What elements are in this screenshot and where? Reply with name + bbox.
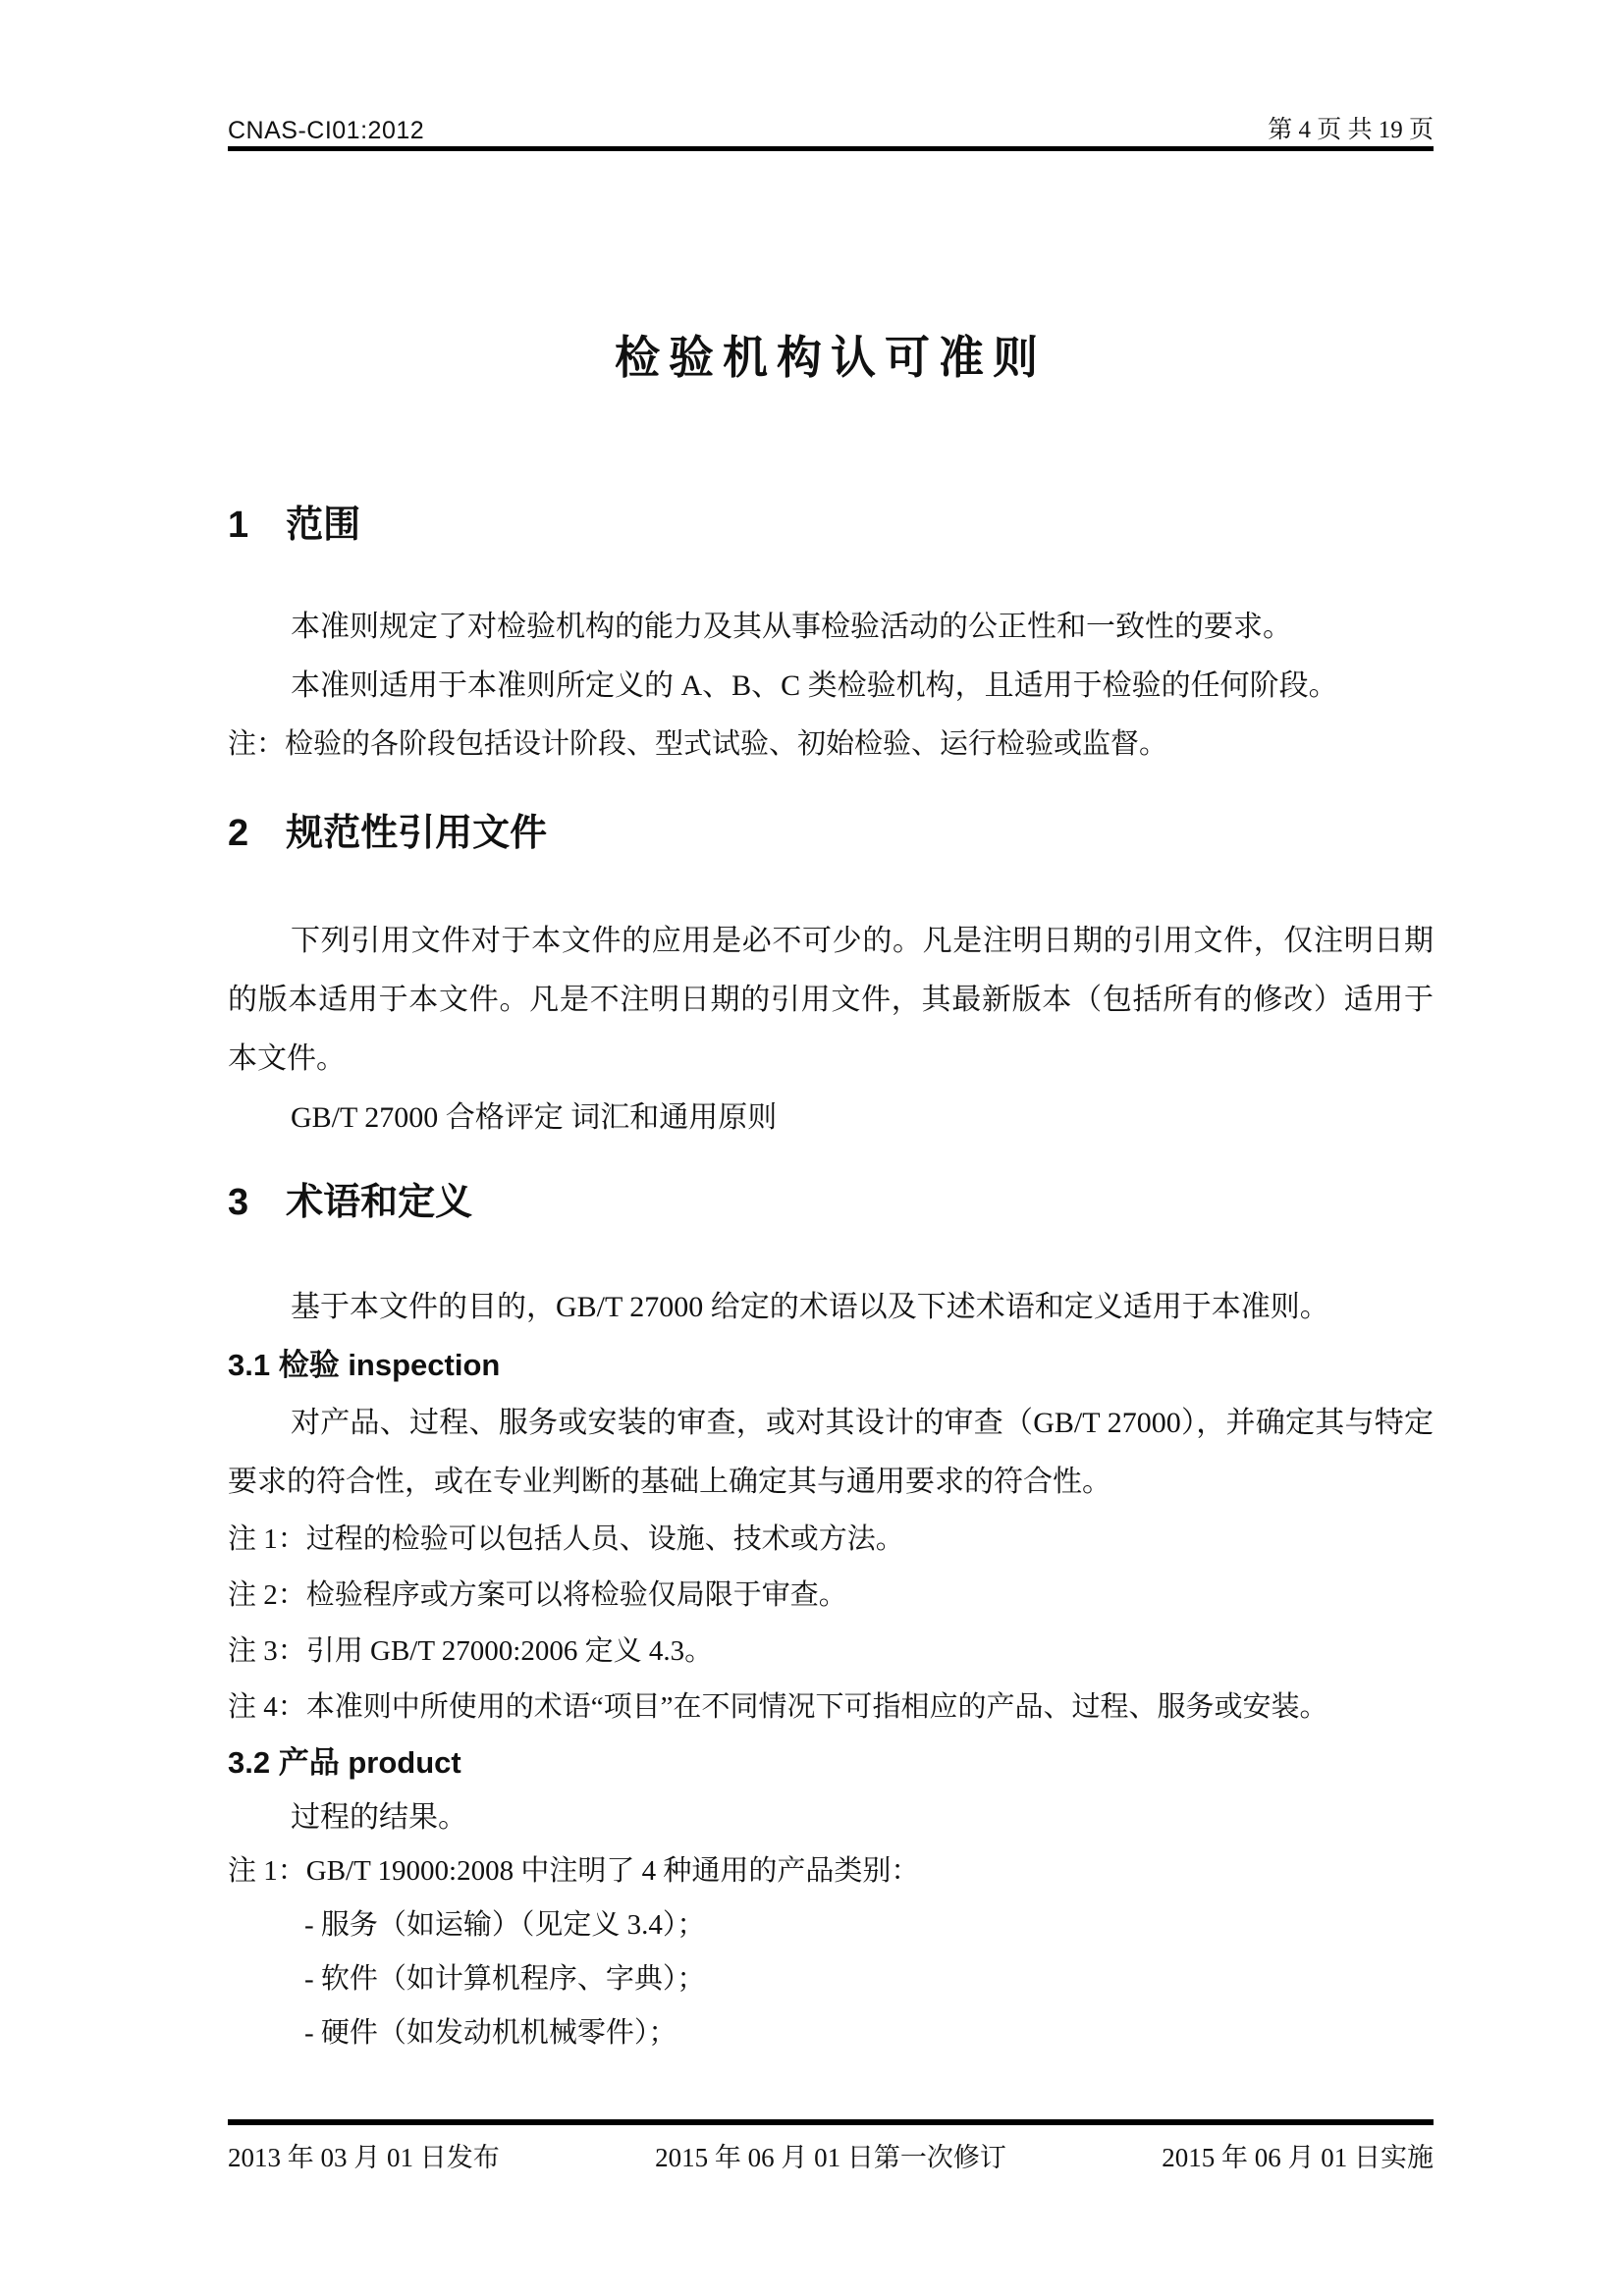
section-1-note: 注：检验的各阶段包括设计阶段、型式试验、初始检验、运行检验或监督。 [228,728,1168,760]
product-category-item-hardware: - 硬件（如发动机机械零件）； [304,2017,677,2049]
footer-rule [228,2119,1434,2125]
page-header [228,110,1434,145]
section-2-title: 规范性引用文件 [286,813,548,854]
term-3-1-definition: 对产品、过程、服务或安装的审查，或对其设计的审查（GB/T 27000），并确定其与特定要求的符合性，或在专业判断的基础上确定其与通用要求的符合性。 [228,1407,1434,1498]
section-1-heading [228,504,1434,547]
term-3-1-note-4: 注 4：本准则中所使用的术语“项目”在不同情况下可指相应的产品、过程、服务或安装。 [228,1691,1328,1723]
section-2-reference: GB/T 27000 合格评定 词汇和通用原则 [291,1101,778,1134]
footer-publish-date: 2013 年 03 月 01 日发布 [228,2143,500,2172]
term-3-2-heading: 3.2 产品 product [228,1745,461,1780]
section-2-heading [228,812,1434,855]
section-3-number: 3 [228,1182,249,1223]
document-title: 检验机构认可准则 [615,332,1047,383]
section-2-paragraph: 下列引用文件对于本文件的应用是必不可少的。凡是注明日期的引用文件，仅注明日期的版本适用于本文件。凡是不注明日期的引用文件，其最新版本（包括所有的修改）适用于本文件。 [228,925,1434,1075]
term-3-1-note-2: 注 2：检验程序或方案可以将检验仅局限于审查。 [228,1579,847,1611]
product-category-item-service: - 服务（如运输）（见定义 3.4）； [304,1909,706,1941]
section-3-heading [228,1181,1434,1224]
section-1-title: 范围 [286,505,361,546]
page-footer [228,2136,1434,2174]
product-category-item-software: - 软件（如计算机程序、字典）； [304,1963,706,1995]
section-1-paragraph-2: 本准则适用于本准则所定义的 A、B、C 类检验机构，且适用于检验的任何阶段。 [291,669,1338,702]
section-3-intro: 基于本文件的目的，GB/T 27000 给定的术语以及下述术语和定义适用于本准则。 [291,1291,1329,1323]
term-3-1-note-1: 注 1：过程的检验可以包括人员、设施、技术或方法。 [228,1523,904,1555]
section-1-number: 1 [228,505,249,546]
footer-implementation-date: 2015 年 06 月 01 日实施 [1162,2143,1434,2172]
header-page-number: 第 4 页 共 19 页 [1268,117,1434,143]
document-body [228,332,1434,2060]
header-rule [228,146,1434,151]
header-doc-code: CNAS-CI01:2012 [228,117,425,144]
term-3-2-definition: 过程的结果。 [291,1801,467,1834]
section-3-title: 术语和定义 [286,1182,473,1223]
footer-revision-date: 2015 年 06 月 01 日第一次修订 [655,2143,1006,2172]
section-1-paragraph-1: 本准则规定了对检验机构的能力及其从事检验活动的公正性和一致性的要求。 [291,611,1292,643]
section-2-number: 2 [228,813,249,854]
term-3-2-note: 注 1：GB/T 19000:2008 中注明了 4 种通用的产品类别： [228,1855,920,1887]
term-3-1-heading: 3.1 检验 inspection [228,1348,501,1382]
term-3-1-note-3: 注 3：引用 GB/T 27000:2006 定义 4.3。 [228,1635,714,1667]
